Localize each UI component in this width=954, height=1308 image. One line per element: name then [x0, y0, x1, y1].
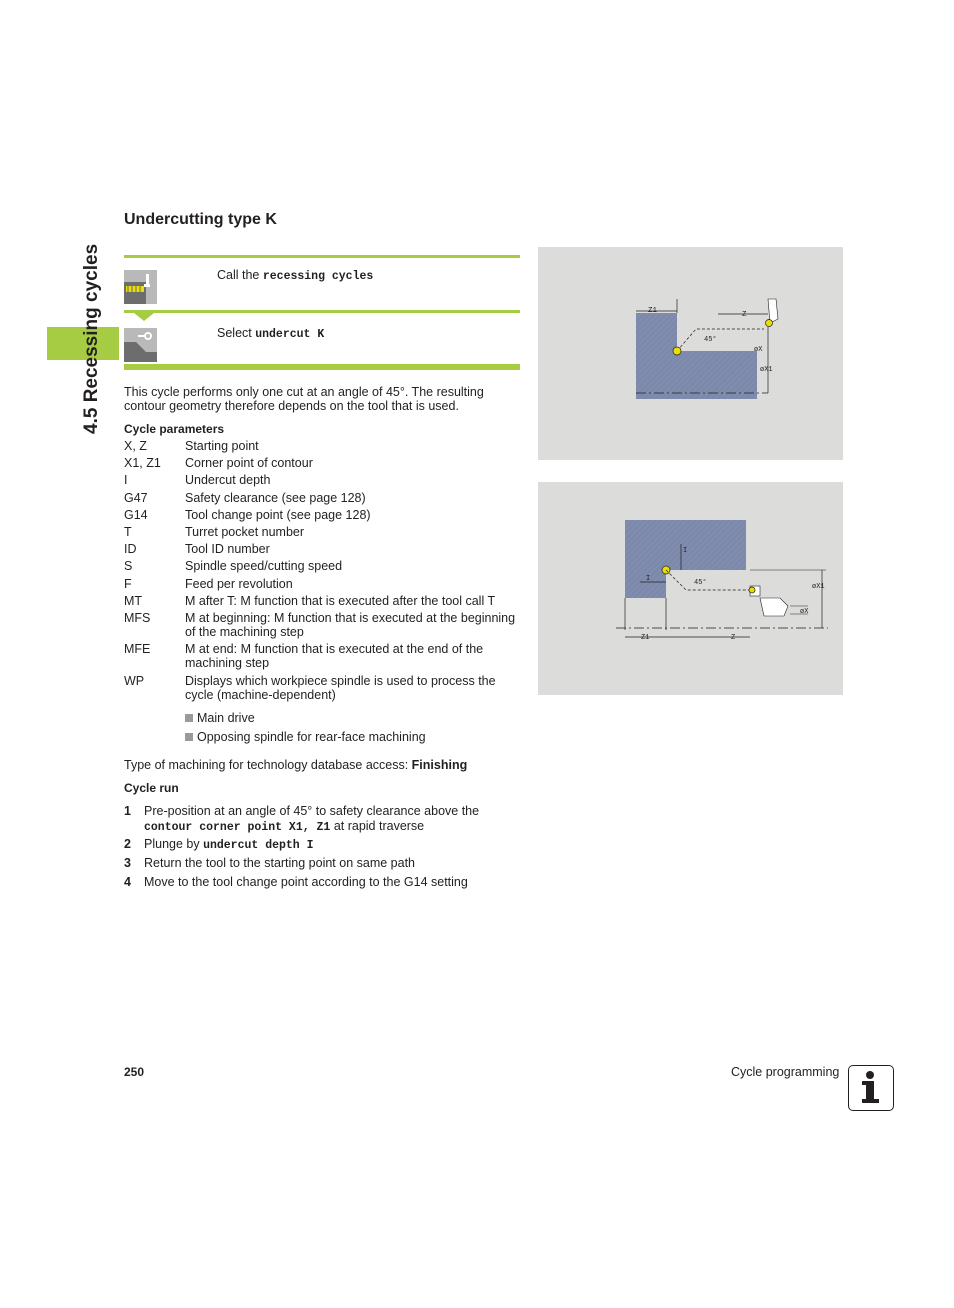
param-name: T	[124, 525, 132, 539]
fig2-label-x: øX	[800, 608, 809, 616]
run-step-text-a: Pre-position at an angle of 45° to safety clearance above the	[144, 804, 480, 818]
param-desc: Corner point of contour	[185, 456, 313, 470]
run-step-text-b: at rapid traverse	[330, 819, 425, 833]
undercut-k-icon	[124, 328, 157, 362]
cycle-run-heading: Cycle run	[124, 781, 179, 795]
param-name: F	[124, 577, 132, 591]
fig2-label-angle: 45°	[694, 579, 707, 587]
step-call-prefix: Call the	[217, 268, 263, 282]
fig2-label-x1: øX1	[812, 583, 825, 591]
cycle-parameters-heading: Cycle parameters	[124, 422, 225, 436]
param-desc: M after T: M function that is executed after the tool call T	[185, 594, 496, 608]
wp-option-label: Main drive	[197, 711, 255, 725]
page-number: 250	[124, 1065, 145, 1079]
param-desc: Displays which workpiece spindle is used to process the cycle (machine-dependent)	[185, 674, 496, 702]
bullet-square-icon	[185, 714, 193, 722]
param-name: I	[124, 473, 128, 487]
machining-type-value: Finishing	[411, 758, 468, 772]
param-desc: Turret pocket number	[185, 525, 305, 539]
section-heading: Undercutting type K	[124, 211, 277, 228]
run-step-text-a: Plunge by	[144, 837, 204, 851]
param-name: G14	[124, 508, 148, 522]
step-table-top-rule	[124, 255, 520, 258]
step-table-mid-rule	[124, 310, 520, 313]
step-table-bottom-rule	[124, 364, 520, 370]
figure-undercut-outer	[538, 247, 843, 460]
side-chapter-title: 4.5 Recessing cycles	[81, 243, 102, 434]
param-desc: Tool ID number	[185, 542, 270, 556]
run-step-number: 4	[124, 875, 131, 889]
info-icon	[848, 1065, 894, 1111]
param-name: X, Z	[124, 439, 147, 453]
fig1-label-z: Z	[742, 311, 747, 319]
step-call-recessing	[217, 268, 373, 284]
param-name: WP	[124, 674, 145, 688]
param-name: ID	[124, 542, 137, 556]
fig1-label-x: øX	[754, 346, 763, 354]
machining-type-line	[124, 758, 467, 772]
fig1-label-x1: øX1	[760, 366, 773, 374]
recessing-cycles-icon	[124, 270, 157, 304]
param-name: S	[124, 559, 133, 573]
param-name: G47	[124, 491, 148, 505]
step-arrow-icon	[134, 313, 154, 321]
step-select-undercut	[217, 326, 324, 342]
param-desc: Safety clearance (see page 128)	[185, 491, 366, 505]
run-step-text: Return the tool to the starting point on same path	[144, 856, 416, 870]
figure-undercut-inner	[538, 482, 843, 695]
param-desc: Tool change point (see page 128)	[185, 508, 371, 522]
fig1-label-z1: Z1	[648, 307, 658, 315]
param-desc: Spindle speed/cutting speed	[185, 559, 343, 573]
run-step-text: Move to the tool change point according to the G14 setting	[144, 875, 468, 889]
run-step-number: 2	[124, 837, 131, 851]
bullet-square-icon	[185, 733, 193, 741]
wp-option-main-drive	[185, 711, 255, 725]
param-name: MFE	[124, 642, 151, 656]
workpiece-shape	[625, 520, 746, 598]
fig2-label-i-left: I	[646, 575, 651, 583]
fig1-label-angle: 45°	[704, 336, 717, 344]
run-step-text	[144, 837, 520, 853]
param-desc: Feed per revolution	[185, 577, 293, 591]
param-desc: Undercut depth	[185, 473, 271, 487]
wp-option-label: Opposing spindle for rear-face machining	[197, 730, 426, 744]
workpiece-shape	[636, 313, 757, 399]
param-desc: Starting point	[185, 439, 259, 453]
wp-option-opposing-spindle	[185, 730, 426, 744]
param-name: MFS	[124, 611, 151, 625]
footer-chapter-title: Cycle programming	[731, 1065, 840, 1079]
param-name: MT	[124, 594, 143, 608]
fig2-label-i-top: I	[683, 547, 688, 555]
run-step-code: undercut depth I	[203, 839, 314, 852]
run-step-number: 1	[124, 804, 131, 818]
run-step-text	[144, 804, 520, 835]
step-select-prefix: Select	[217, 326, 256, 340]
fig2-label-z: Z	[731, 634, 736, 642]
run-step-code: contour corner point X1, Z1	[144, 821, 331, 834]
intro-paragraph: This cycle performs only one cut at an angle of 45°. The resulting contour geometry therefore depends on the tool that is used.	[124, 385, 484, 413]
param-desc: M at beginning: M function that is executed at the beginning of the machining step	[185, 611, 516, 639]
machining-type-label: Type of machining for technology database access:	[124, 758, 412, 772]
fig2-label-z1: Z1	[641, 634, 650, 642]
param-name: X1, Z1	[124, 456, 161, 470]
param-desc: M at end: M function that is executed at the end of the machining step	[185, 642, 484, 670]
step-call-code: recessing cycles	[262, 270, 374, 283]
run-step-number: 3	[124, 856, 131, 870]
step-select-code: undercut K	[255, 328, 325, 341]
